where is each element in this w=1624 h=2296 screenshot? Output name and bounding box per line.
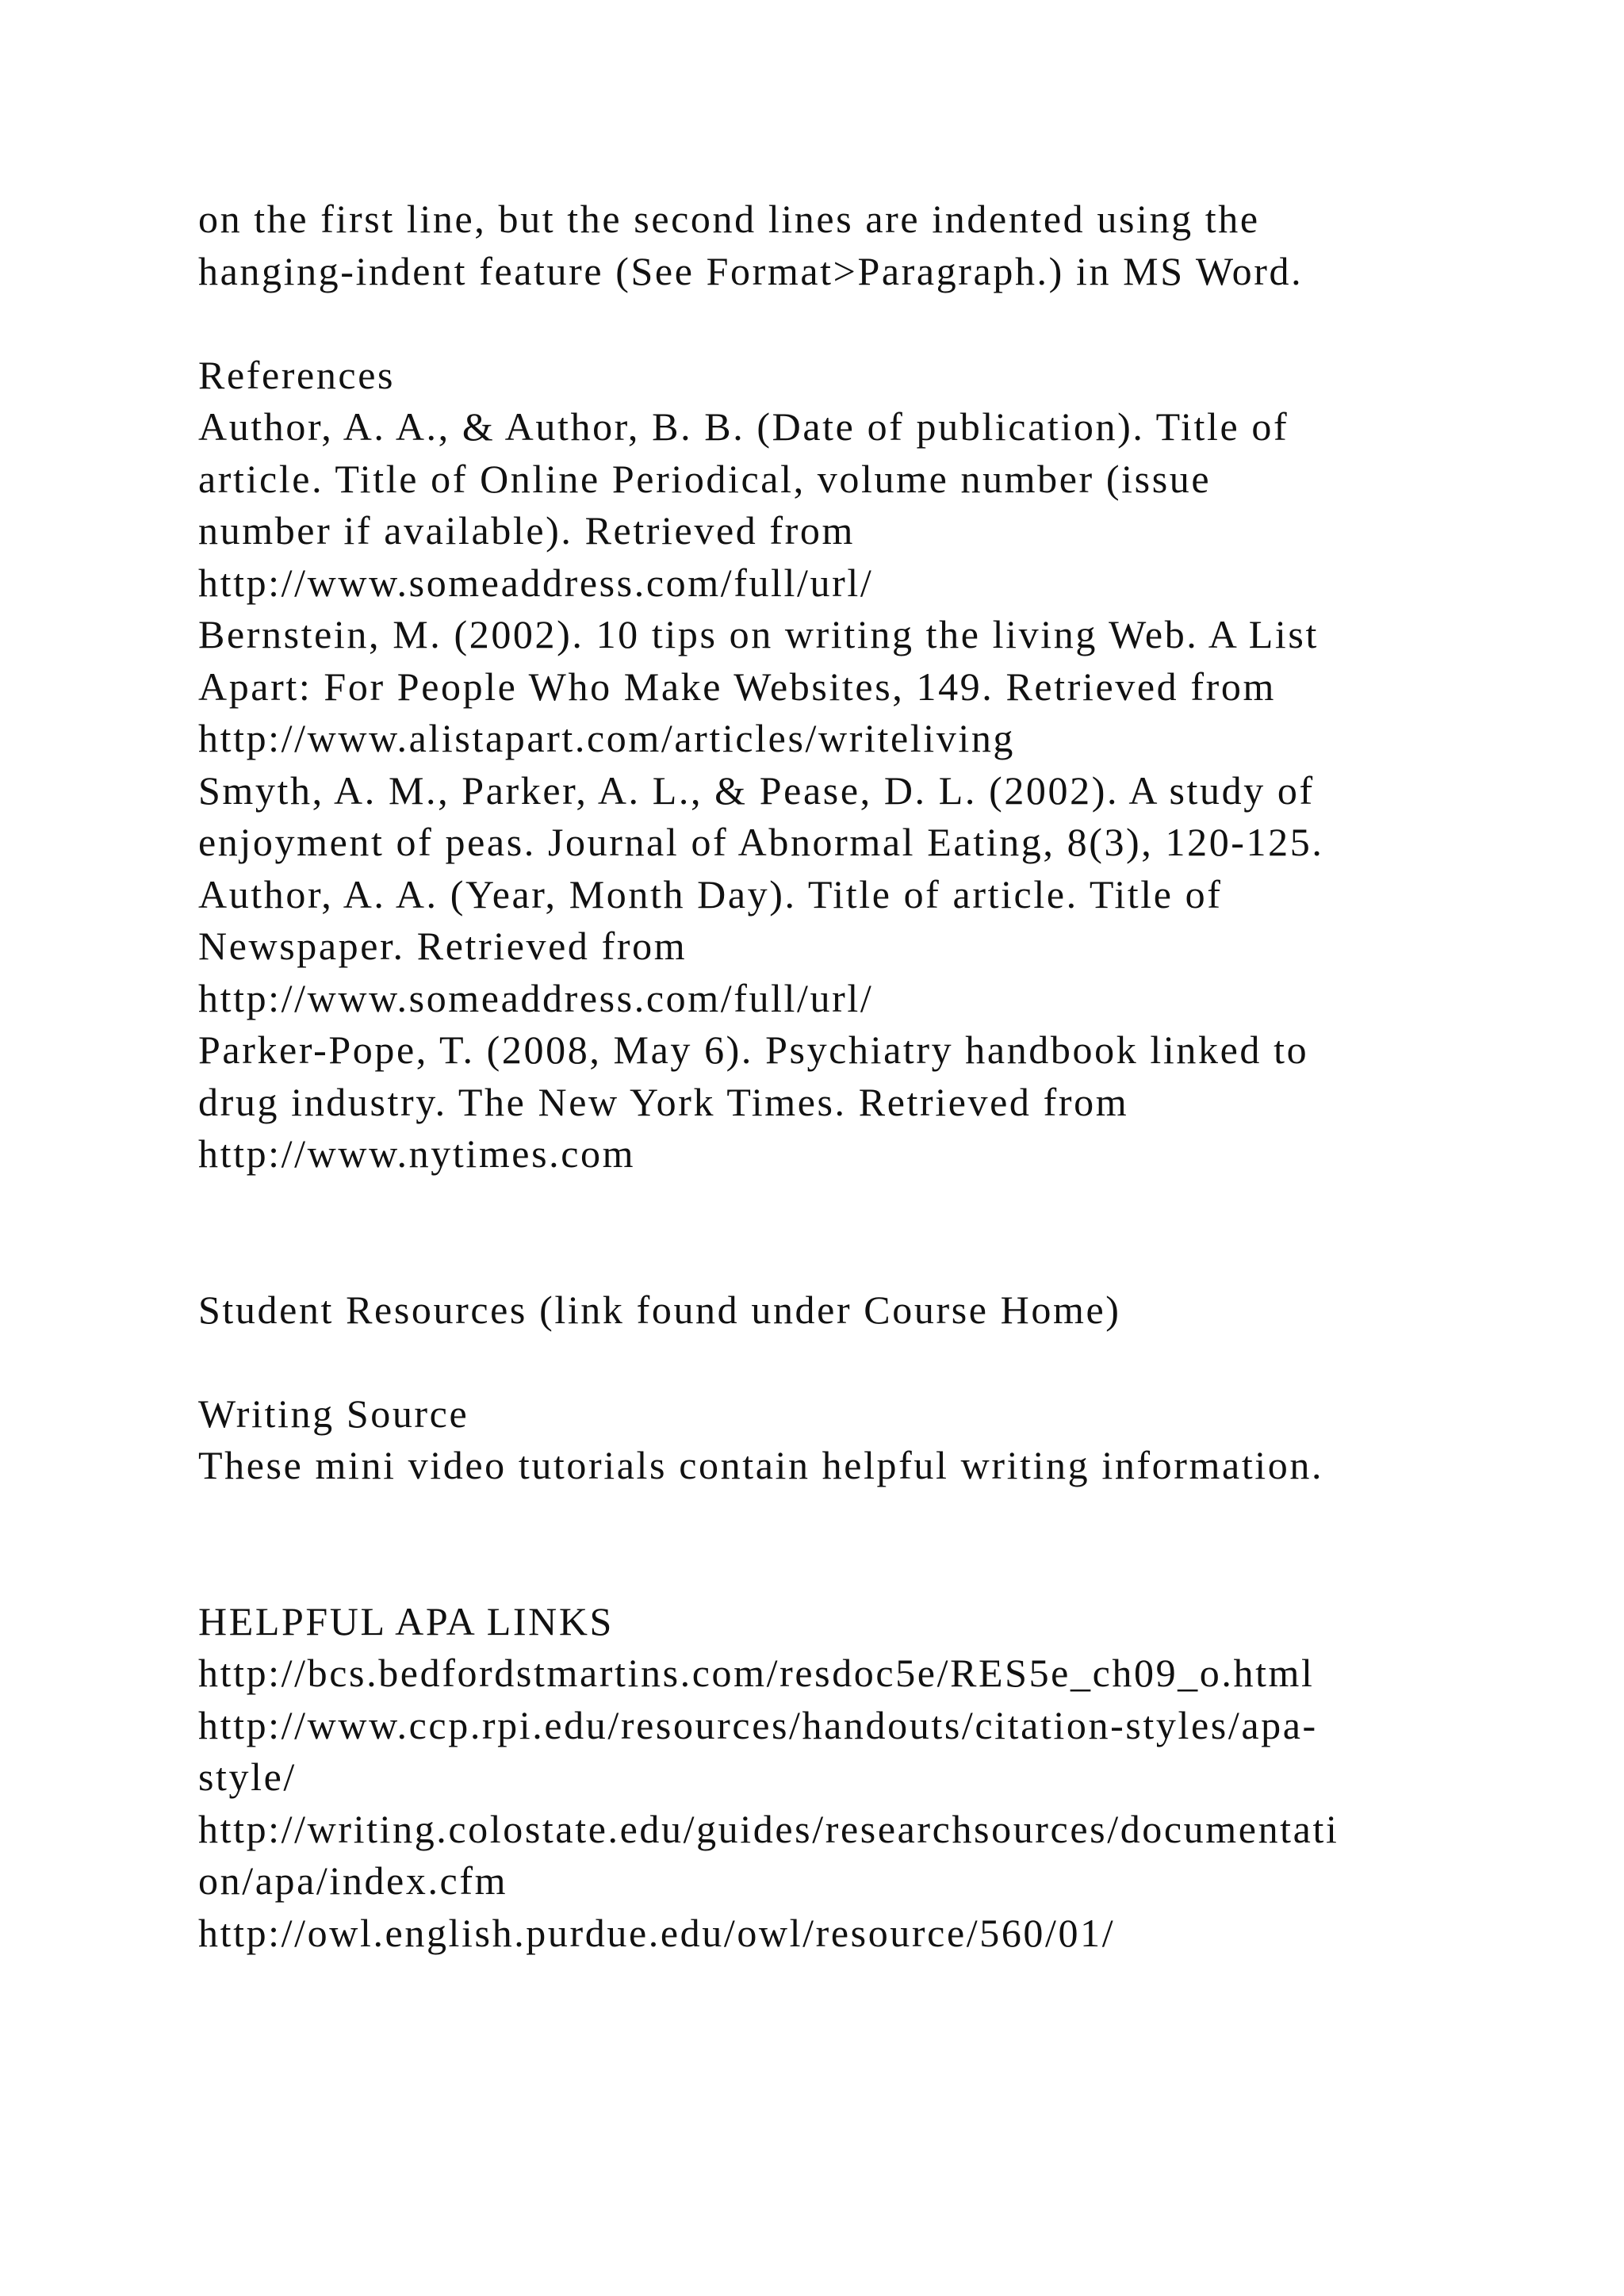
apa-link[interactable]: http://owl.english.purdue.edu/owl/resource/560/01/ — [198, 1910, 1116, 1955]
apa-link[interactable]: http://writing.colostate.edu/guides/researchsources/documentati — [198, 1806, 1339, 1851]
blank-line — [198, 1492, 1435, 1544]
reference-line: Newspaper. Retrieved from — [198, 924, 688, 968]
apa-link[interactable]: http://bcs.bedfordstmartins.com/resdoc5e/RES5e_ch09_o.html — [198, 1651, 1315, 1695]
writing-source-heading: Writing Source — [198, 1391, 469, 1436]
blank-line — [198, 1544, 1435, 1596]
reference-line: number if available). Retrieved from — [198, 508, 856, 553]
apa-link[interactable]: on/apa/index.cfm — [198, 1858, 508, 1903]
writing-source-text: These mini video tutorials contain helpful writing information. — [198, 1443, 1324, 1487]
apa-link[interactable]: http://www.ccp.rpi.edu/resources/handouts/citation-styles/apa- — [198, 1702, 1318, 1747]
document-page — [198, 193, 1435, 1959]
blank-line — [198, 1232, 1435, 1284]
apa-link[interactable]: style/ — [198, 1755, 297, 1799]
blank-line — [198, 1336, 1435, 1388]
reference-line: Apart: For People Who Make Websites, 149. Retrieved from — [198, 664, 1276, 709]
reference-url[interactable]: http://www.someaddress.com/full/url/ — [198, 560, 874, 605]
intro-line: on the first line, but the second lines are indented using the — [198, 197, 1260, 241]
references-heading: References — [198, 352, 396, 397]
apa-links-heading: HELPFUL APA LINKS — [198, 1598, 614, 1644]
reference-line: Author, A. A. (Year, Month Day). Title of article. Title of — [198, 871, 1223, 916]
blank-line — [198, 297, 1435, 350]
student-resources-text: Student Resources (link found under Course Home) — [198, 1287, 1121, 1332]
reference-line: Parker-Pope, T. (2008, May 6). Psychiatry handbook linked to — [198, 1027, 1309, 1072]
reference-url[interactable]: http://www.alistapart.com/articles/writeliving — [198, 716, 1016, 760]
reference-url[interactable]: http://www.someaddress.com/full/url/ — [198, 975, 874, 1020]
reference-line: Author, A. A., & Author, B. B. (Date of publication). Title of — [198, 404, 1289, 449]
reference-line: Bernstein, M. (2002). 10 tips on writing the living Web. A List — [198, 612, 1319, 656]
reference-line: Smyth, A. M., Parker, A. L., & Pease, D. L. (2002). A study of — [198, 767, 1315, 813]
reference-url[interactable]: http://www.nytimes.com — [198, 1131, 636, 1176]
reference-line: enjoyment of peas. Journal of Abnormal Eating, 8(3), 120-125. — [198, 820, 1324, 864]
blank-line — [198, 1181, 1435, 1233]
reference-line: drug industry. The New York Times. Retrieved from — [198, 1079, 1129, 1124]
reference-line: article. Title of Online Periodical, volume number (issue — [198, 456, 1212, 501]
intro-line: hanging-indent feature (See Format>Paragraph.) in MS Word. — [198, 248, 1304, 293]
